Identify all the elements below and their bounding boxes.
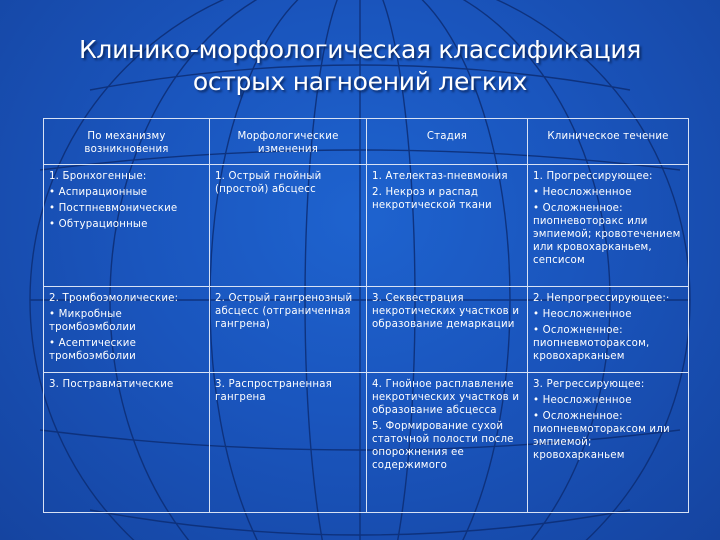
table-cell [367, 373, 528, 513]
table-cell [528, 165, 689, 287]
cell-text: • Микробные тромбоэмболии [49, 309, 136, 333]
classification-table [43, 118, 689, 513]
table-cell [528, 287, 689, 373]
table-cell [367, 287, 528, 373]
header-cell-course: Клиническое течение [528, 119, 689, 165]
slide-title [0, 34, 720, 98]
table-cell [210, 373, 367, 513]
cell-text: • Осложненное: пиопневмотораксом, кровохарканьем [533, 325, 650, 362]
cell-text: 4. Гнойное расплавление некротических участков и образование абсцесса [372, 379, 520, 416]
cell-text: 1. Бронхогенные: [49, 171, 147, 182]
table-cell [44, 373, 210, 513]
header-cell-mechanism: По механизму возникновения [44, 119, 210, 165]
cell-text: • Осложненное: пиопневоторакс или эмпиемой; кровотечением или кровохарканьем, сепсисом [533, 203, 681, 266]
title-line-2: острых нагноений легких [192, 67, 528, 96]
cell-text: 1. Ателектаз-пневмония [372, 171, 508, 182]
cell-text: 5. Формирование сухой статочной полости после опорожнения ее содержимого [372, 421, 514, 471]
header-cell-morphology: Морфологические изменения [210, 119, 367, 165]
table-cell [528, 373, 689, 513]
cell-text: 3. Регрессирующее: [533, 379, 645, 390]
cell-text: • Аспирационные [49, 187, 148, 198]
table-cell [44, 287, 210, 373]
cell-text: 2. Некроз и распад некротической ткани [372, 187, 492, 211]
table-header-row [44, 119, 689, 165]
title-line-1: Клинико-морфологическая классификация [78, 35, 642, 64]
table-cell [210, 165, 367, 287]
cell-text: 3. Постравматические [49, 379, 174, 390]
header-cell-stage: Стадия [367, 119, 528, 165]
table-cell [210, 287, 367, 373]
cell-text: • Постпневмонические [49, 203, 178, 214]
cell-text: • Неосложненное [533, 309, 632, 320]
table-row [44, 373, 689, 513]
cell-text: • Неосложненное [533, 187, 632, 198]
cell-text: • Обтурационные [49, 219, 148, 230]
cell-text: 3. Распространенная гангрена [215, 379, 332, 403]
table-row [44, 165, 689, 287]
cell-text: 2. Острый гангренозный абсцесс (отграниченная гангрена) [215, 293, 353, 330]
cell-text: • Неосложненное [533, 395, 632, 406]
cell-text: • Асептические тромбоэмболии [49, 338, 137, 362]
cell-text: 3. Секвестрация некротических участков и образование демаркации [372, 293, 520, 330]
cell-text: 2. Тромбоэмолические: [49, 293, 179, 304]
cell-text: 1. Острый гнойный (простой) абсцесс [215, 171, 322, 195]
cell-text: 1. Прогрессирующее: [533, 171, 653, 182]
cell-text: 2. Непрогрессирующее:· [533, 293, 670, 304]
table-cell [44, 165, 210, 287]
table-row [44, 287, 689, 373]
table-cell [367, 165, 528, 287]
cell-text: • Осложненное: пиопневмотораксом или эмпиемой; кровохарканьем [533, 411, 670, 461]
